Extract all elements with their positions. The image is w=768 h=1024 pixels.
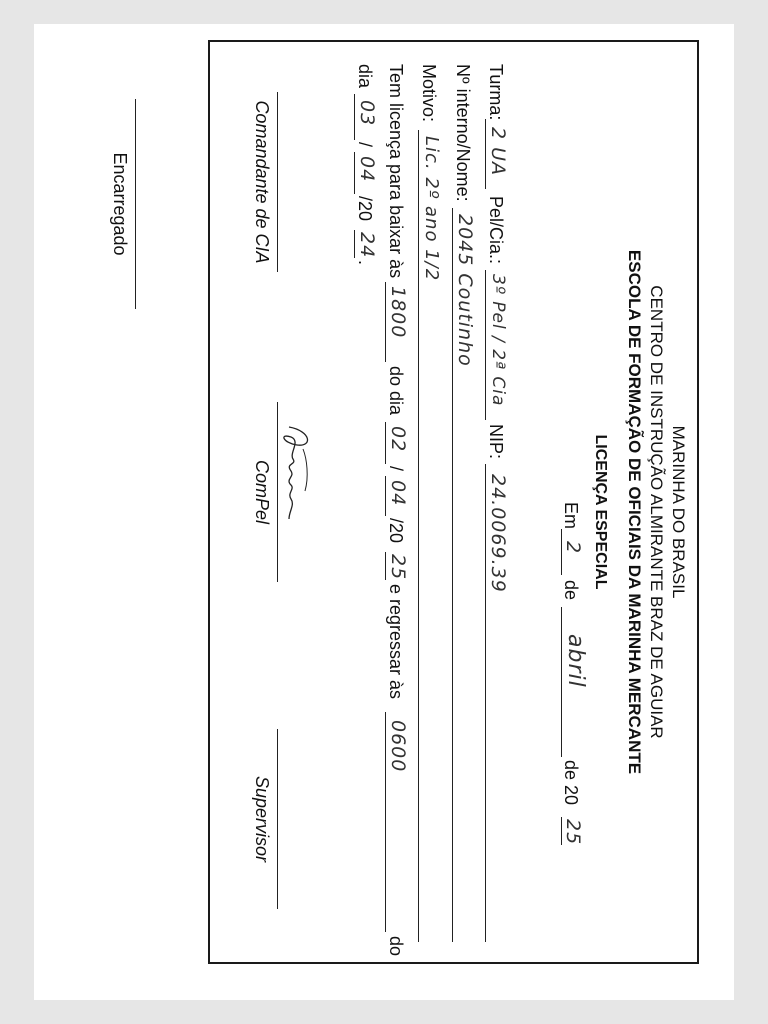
comandante-label: Comandante de CIA (252, 100, 272, 264)
regressar-ano[interactable]: 24 (356, 232, 378, 259)
regressar-dia[interactable]: 03 (356, 100, 378, 127)
regressar-dia-line (354, 94, 355, 140)
baixar-dia-line (385, 422, 386, 464)
date-month-line (561, 607, 562, 757)
motivo-label: Motivo: (419, 64, 439, 123)
regressar-mes-line (354, 152, 355, 194)
nip-label: NIP: (486, 424, 506, 460)
date-day[interactable]: 2 (562, 541, 584, 555)
motivo-line (418, 130, 419, 942)
nome-value[interactable]: 2045 Coutinho (454, 214, 476, 367)
encarregado-sig-line (135, 99, 136, 309)
date-month[interactable]: abril (563, 634, 588, 688)
date-year[interactable]: 25 (562, 819, 584, 846)
baixar-mes-line (385, 476, 386, 516)
baixar-ano-line (385, 552, 386, 580)
encarregado-label: Encarregado (110, 152, 130, 256)
pelcia-value[interactable]: 3º Pel / 2ª Cia (488, 274, 508, 407)
motivo-value[interactable]: Lic. 2º ano 1/2 (421, 136, 442, 282)
rotated-form (34, 24, 734, 1000)
nip-value[interactable]: 24.0069.39 (487, 474, 509, 593)
date-prefix: Em (561, 502, 581, 529)
regressar-mes[interactable]: 04 (356, 156, 378, 183)
regressar-ano-prefix: /20 (355, 196, 375, 222)
date-de2: de 20 (561, 760, 581, 806)
licenca-text: Tem licença para baixar às (386, 64, 406, 279)
form-title: LICENÇA ESPECIAL (592, 434, 609, 590)
date-de1: de (561, 580, 581, 601)
period: . (355, 260, 375, 266)
regressar-ano-line (354, 230, 355, 258)
baixar-hora[interactable]: 1800 (387, 286, 409, 339)
pelcia-line (485, 270, 486, 420)
nome-label: Nº interno/Nome: (453, 64, 473, 202)
regressar-hora[interactable]: 0600 (387, 720, 409, 773)
compel-label: ComPel (252, 459, 272, 525)
supervisor-label: Supervisor (252, 775, 272, 863)
regressar-hora-line (385, 712, 386, 932)
slash-2: / (355, 142, 375, 148)
baixar-dia[interactable]: 02 (387, 426, 409, 453)
pelcia-label: Pel/Cia.: (486, 196, 506, 265)
header-center: CENTRO DE INSTRUÇÃO ALMIRANTE BRAZ DE AGUIAR (647, 285, 666, 739)
turma-label: Turma: (486, 64, 506, 121)
baixar-ano-prefix: /20 (386, 518, 406, 544)
baixar-mes[interactable]: 04 (387, 480, 409, 507)
turma-value[interactable]: 2 UA (487, 127, 509, 177)
header-school: ESCOLA DE FORMAÇÃO DE OFICIAIS DA MARINHA MERCANTE (625, 249, 644, 775)
dia-label: dia (355, 64, 375, 89)
compel-sig-line (277, 402, 278, 582)
comandante-sig-line (277, 92, 278, 272)
baixar-hora-line (385, 282, 386, 362)
supervisor-sig-line (277, 729, 278, 909)
document-sheet (34, 24, 734, 1000)
slash-1: / (386, 466, 406, 472)
turma-line (485, 119, 486, 189)
header-org: MARINHA DO BRASIL (669, 425, 688, 599)
baixar-ano[interactable]: 25 (387, 554, 409, 581)
nip-line (485, 464, 486, 942)
do-suffix: do (386, 936, 406, 957)
nome-line (452, 208, 453, 942)
do-dia-label: do dia (386, 366, 406, 416)
regressar-text: e regressar às (386, 584, 406, 700)
